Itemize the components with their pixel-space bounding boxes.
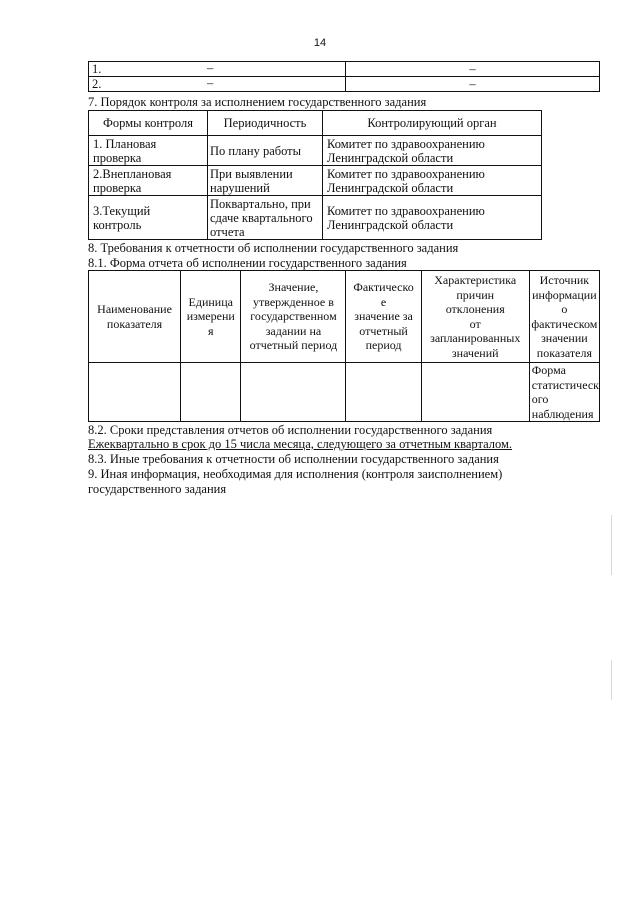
table-cell: –: [346, 77, 600, 92]
section-8-2-text: Ежеквартально в срок до 15 числа месяца, следующего за отчетным кварталом.: [88, 437, 513, 451]
cell-line: запланированных: [430, 331, 521, 345]
cell-line: измерени: [186, 309, 235, 324]
cell-line: причин: [456, 287, 495, 302]
table-cell: [529, 363, 599, 422]
cell-line: Комитет по здравоохранению: [327, 136, 485, 151]
table-cell: [323, 196, 542, 240]
section-8-title: 8. Требования к отчетности об исполнении государственного задания: [88, 241, 459, 255]
cell-line: период: [365, 338, 402, 353]
table-cell: [89, 196, 208, 240]
table-cell: [323, 166, 542, 196]
table-header-row: [89, 271, 600, 363]
cell-line: фактическом: [531, 316, 598, 331]
table-row: [89, 62, 600, 77]
cell-line: государственном: [250, 309, 337, 324]
table-row: [89, 196, 542, 240]
cell-line: ого: [531, 392, 549, 406]
cell-line: я: [207, 323, 214, 338]
cell-line: показателя: [106, 316, 163, 331]
header-cell-source: [529, 271, 599, 363]
cell-line: Ленинградской области: [327, 217, 454, 232]
table-cell: [89, 77, 346, 92]
top-table: [88, 61, 600, 92]
cell-line: Ленинградской области: [327, 150, 454, 165]
control-table: [88, 110, 542, 240]
cell-line: контроль: [93, 217, 142, 232]
cell-line: 2.Внеплановая: [93, 166, 172, 181]
page-number: 14: [313, 37, 327, 49]
header-cell-planned-value: [241, 271, 346, 363]
cell-line: проверка: [93, 150, 142, 165]
table-header-row: [89, 111, 542, 136]
cell-line: показателя: [536, 345, 592, 360]
scan-artifact: [611, 660, 612, 700]
table-cell: [89, 136, 208, 166]
cell-line: Комитет по здравоохранению: [327, 203, 485, 218]
cell-line: 3.Текущий: [93, 203, 151, 218]
table-cell: [89, 166, 208, 196]
table-cell: [208, 136, 323, 166]
cell-line: статистическ: [531, 377, 599, 392]
section-8-2-title: 8.2. Сроки представления отчетов об исполнении государственного задания: [88, 423, 493, 437]
cell-line: При выявлении: [210, 166, 293, 181]
cell-line: проверка: [93, 180, 142, 195]
section-9-line-2: государственного задания: [88, 482, 227, 496]
cell-line: информации: [532, 287, 597, 302]
cell-line: значений: [451, 345, 499, 360]
table-row: [89, 363, 600, 422]
table-cell: –: [346, 62, 600, 77]
header-cell-unit: [181, 271, 241, 363]
header-cell-deviation: [421, 271, 529, 363]
cell-line: сдаче квартального: [210, 210, 313, 225]
table-cell: [89, 363, 181, 422]
cell-line: значение за: [354, 309, 413, 324]
cell-line: е: [380, 294, 387, 309]
table-cell: [208, 196, 323, 240]
cell-line: отчетный период: [249, 338, 338, 353]
cell-line: Поквартально, при: [210, 196, 311, 211]
table-cell: [241, 363, 346, 422]
scan-artifact: [611, 515, 612, 575]
cell-line: Комитет по здравоохранению: [327, 166, 485, 181]
section-8-3-title: 8.3. Иные требования к отчетности об исполнении государственного задания: [88, 452, 499, 466]
cell-line: 1. Плановая: [93, 136, 157, 151]
table-cell: [208, 166, 323, 196]
cell-line: от: [469, 316, 481, 331]
table-row: [89, 136, 542, 166]
cell-line: Источник: [539, 273, 590, 287]
cell-line: По плану работы: [210, 143, 302, 158]
header-cell: Формы контроля: [89, 111, 208, 136]
row-number: 1.: [92, 61, 102, 76]
cell-line: Характеристика: [434, 273, 517, 287]
cell-line: наблюдения: [531, 406, 594, 421]
row-number: 2.: [92, 76, 102, 91]
section-9-line-1: 9. Иная информация, необходимая для исполнения (контроля заисполнением): [88, 467, 503, 481]
cell-line: отчетный: [359, 323, 408, 338]
table-cell: [181, 363, 241, 422]
dash-value: –: [207, 76, 214, 90]
cell-line: Ленинградской области: [327, 180, 454, 195]
cell-line: о: [561, 302, 568, 316]
cell-line: значении: [541, 331, 588, 345]
cell-line: задании на: [265, 323, 322, 338]
cell-line: Форма: [531, 363, 566, 377]
header-cell-actual-value: [346, 271, 421, 363]
cell-line: нарушений: [210, 180, 270, 195]
section-7-title: 7. Порядок контроля за исполнением государственного задания: [88, 95, 427, 109]
table-row: [89, 77, 600, 92]
table-row: [89, 166, 542, 196]
header-cell: Периодичность: [208, 111, 323, 136]
report-table: [88, 270, 600, 422]
cell-line: Значение,: [268, 280, 319, 295]
table-cell: [323, 136, 542, 166]
dash-value: –: [207, 61, 214, 75]
cell-line: утвержденное в: [253, 294, 334, 309]
header-cell-indicator: [89, 271, 181, 363]
cell-line: Наименование: [97, 302, 172, 316]
cell-line: отклонения: [445, 302, 505, 316]
table-cell: [89, 62, 346, 77]
table-cell: [346, 363, 421, 422]
table-cell: [421, 363, 529, 422]
section-8-1-title: 8.1. Форма отчета об исполнении государственного задания: [88, 256, 407, 270]
header-cell: Контролирующий орган: [323, 111, 542, 136]
cell-line: отчета: [210, 224, 245, 239]
cell-line: Фактическо: [353, 280, 414, 295]
cell-line: Единица: [188, 294, 233, 309]
